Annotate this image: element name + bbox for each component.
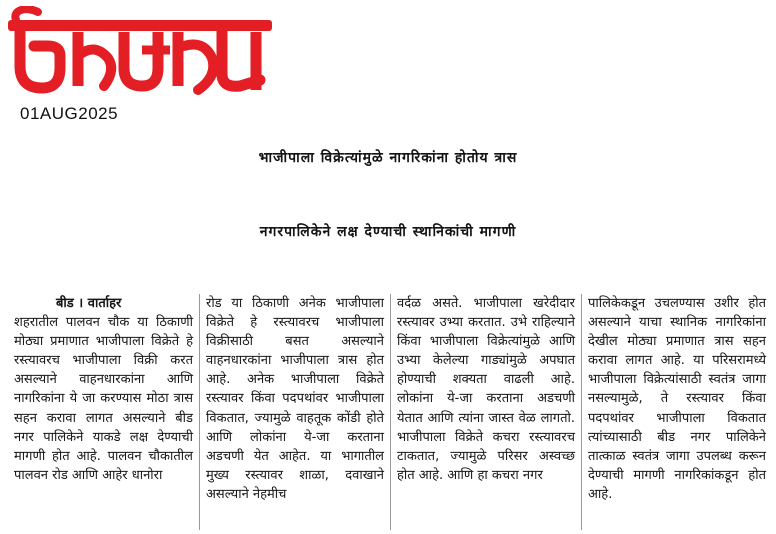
article-column-4 bbox=[581, 294, 772, 530]
article-column-1 bbox=[8, 294, 199, 530]
newspaper-logo bbox=[8, 6, 276, 98]
article-body bbox=[8, 294, 772, 530]
article-column-2 bbox=[199, 294, 390, 530]
headline-line-1: भाजीपाला विक्रेत्यांमुळे नागरिकांना होतोय त्रास bbox=[258, 150, 518, 166]
logo-graphic bbox=[8, 6, 276, 98]
headline-line-2: नगरपालिकेने लक्ष देण्याची स्थानिकांची मागणी bbox=[259, 224, 517, 240]
article-column-3 bbox=[390, 294, 581, 530]
column-text: रोड या ठिकाणी अनेक भाजीपाला विक्रेते हे रस्त्यावरच भाजीपाला विक्रीसाठी बसत असल्याने वाहनधारकांना भाजीपाला त्रास होत आहे. अनेक भाजीपाला विक्रेते रस्त्यावर किंवा पदपथांवर भाजीपाला विकतात, ज्यामुळे वाहतूक कोंडी होते आणि लोकांना ये-जा करताना अडचणी येत आहेत. या भागातील मुख्य रस्त्यावर शाळा, दवाखाने असल्याने नेहमीच bbox=[206, 296, 384, 502]
dateline: बीड । वार्ताहर bbox=[56, 296, 122, 311]
column-text: वर्दळ असते. भाजीपाला खरेदीदार रस्त्यावर उभ्या करतात. उभे राहिल्याने किंवा भाजीपाला विक्रेत्यांमुळे आणि उभ्या केलेल्या गाड्यांमुळे अपघात होण्याची शक्यता वाढली आहे. लोकांना ये-जा करताना अडचणी येतात आणि त्यांना जास्त वेळ लागतो. भाजीपाला विक्रेते कचरा रस्त्यावरच टाकतात, ज्यामुळे परिसर अस्वच्छ होत आहे. आणि हा कचरा नगर bbox=[397, 296, 575, 483]
publication-date: 01AUG2025 bbox=[20, 104, 119, 123]
column-text: शहरातील पालवन चौक या ठिकाणी मोठ्या प्रमाणात भाजीपाला विक्रेते हे रस्त्यावरच भाजीपाला विक्री करत असल्याने वाहनधारकांना आणि नागरिकांना ये जा करण्यास मोठा त्रास सहन करावा लागत असल्याने बीड नगर पालिकेने याकडे लक्ष देण्याची मागणी होत आहे. पालवन चौकातील पालवन रोड आणि आहेर धानोरा bbox=[14, 315, 193, 483]
column-text: पालिकेकडून उचलण्यास उशीर होत असल्याने याचा स्थानिक नागरिकांना देखील मोठ्या प्रमाणात त्रास सहन करावा लागत आहे. या परिसरामध्ये भाजीपाला विक्रेत्यांसाठी स्वतंत्र जागा नसल्यामुळे, ते रस्त्यावर किंवा पदपथांवर भाजीपाला विकतात त्यांच्यासाठी बीड नगर पालिकेने तात्काळ स्वतंत्र जागा उपलब्ध करून देण्याची मागणी नागरिकांकडून होत आहे. bbox=[588, 296, 766, 502]
